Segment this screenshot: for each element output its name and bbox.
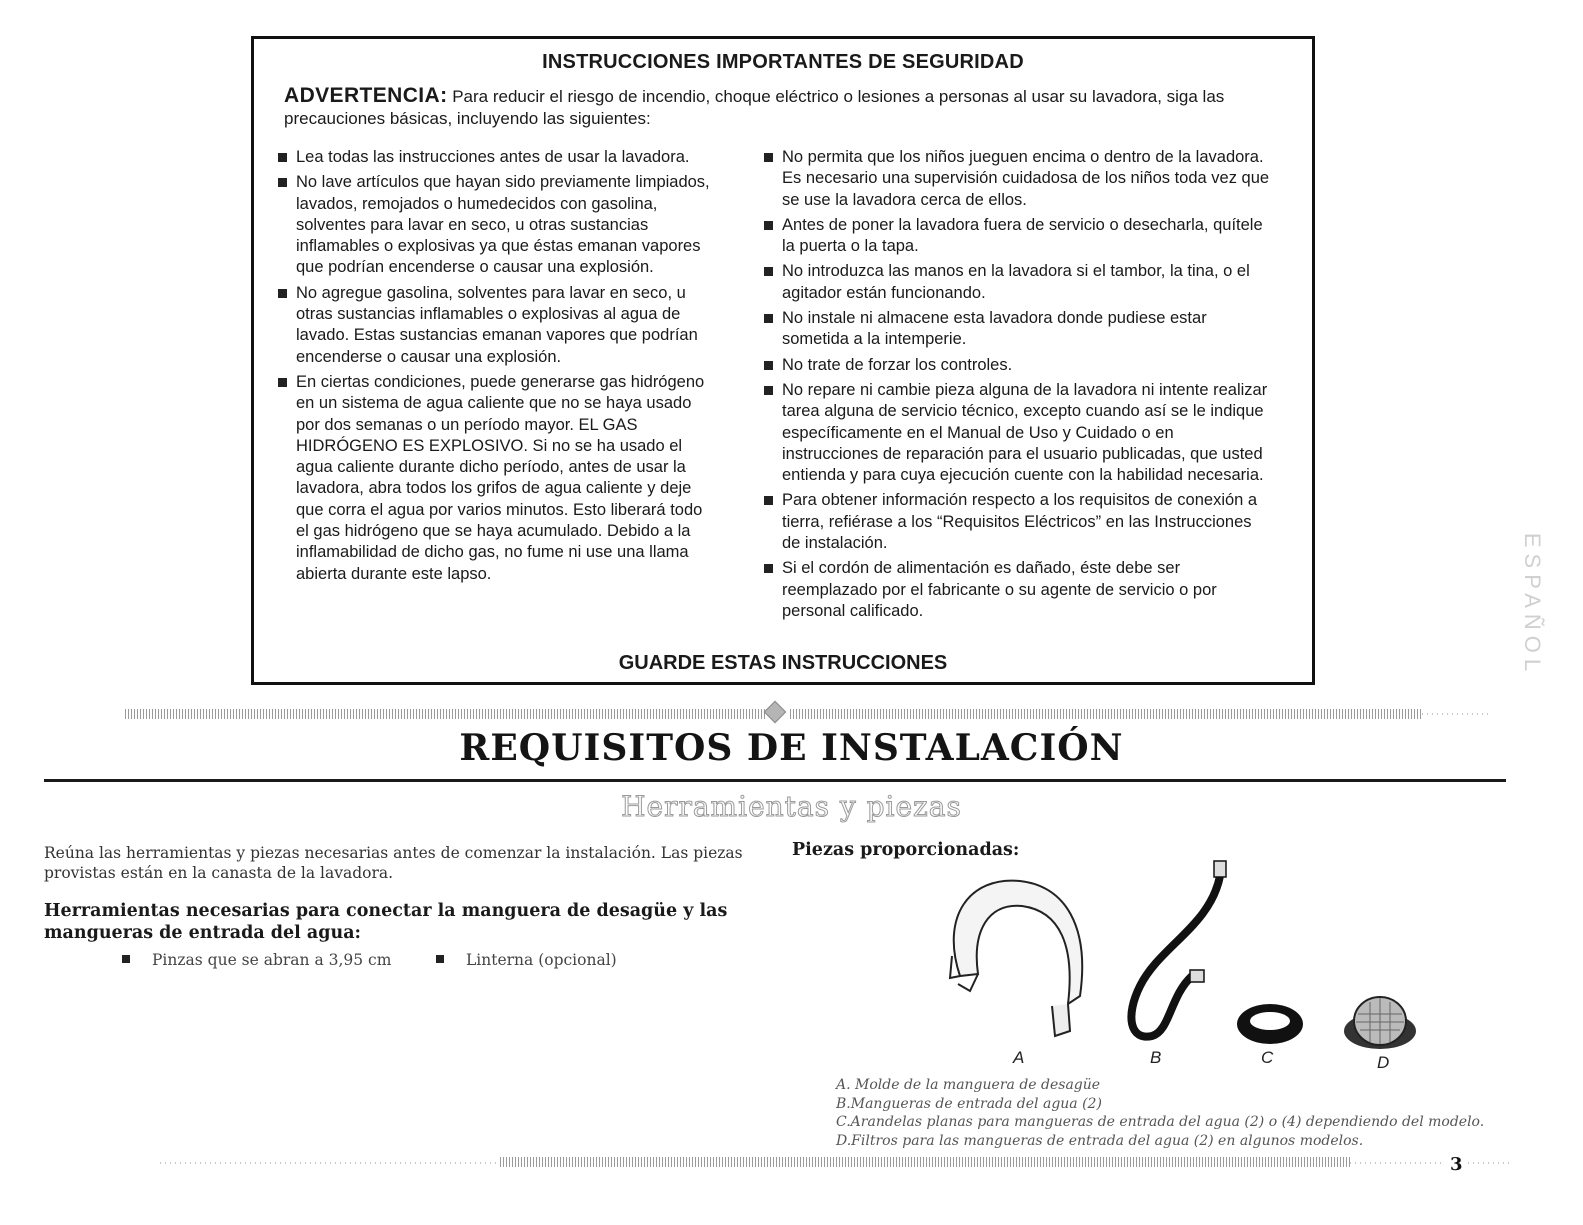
page-number: 3 (1450, 1154, 1463, 1175)
safety-item: No agregue gasolina, solventes para lavar en seco, u otras sustancias inflamables o explosivas al agua de lavado. Estas sustancias emanan vapores que podrían encenderse o causar una explosión. (278, 283, 718, 368)
caption-line: A. Molde de la manguera de desagüe (836, 1077, 1101, 1093)
safety-item: No permita que los niños jueguen encima o dentro de la lavadora. Es necesario una supervisión cuidadosa de los niños toda vez que se use la lavadora cerca de ellos. (764, 147, 1274, 211)
parts-illustration (930, 856, 1420, 1056)
tool-item (436, 951, 617, 969)
safety-item: No trate de forzar los controles. (764, 355, 1274, 376)
language-side-tab (1512, 532, 1552, 678)
part-letter-d: D (1377, 1053, 1390, 1072)
part-letter-b: B (1150, 1048, 1162, 1067)
flat-washer-icon (1237, 1004, 1303, 1044)
save-instructions-title: GUARDE ESTAS INSTRUCCIONES (618, 652, 948, 674)
section-rule (44, 779, 1506, 782)
safety-instructions-box (251, 36, 1315, 685)
bullet-square (436, 955, 444, 963)
safety-item: No introduzca las manos en la lavadora si el tambor, la tina, o el agitador están funcionando. (764, 261, 1274, 304)
diamond-ornament (764, 701, 787, 724)
safety-left-column (278, 147, 718, 589)
safety-title: INSTRUCCIONES IMPORTANTES DE SEGURIDAD (542, 51, 1024, 73)
safety-item: No repare ni cambie pieza alguna de la lavadora ni intente realizar tarea alguna de servicio técnico, excepto cuando así se le indique específicamente en el Manual de Uso y Cuidado o en instrucciones de reparación para el usuario publicadas, que usted entienda y para cuya ejecución cuente con la habilidad necesaria. (764, 380, 1274, 486)
safety-item: No lave artículos que hayan sido previamente limpiados, lavados, remojados o humedecidos con gasolina, solventes para lavar en seco, u otras sustancias inflamables o explosivas ya que éstas emanan vapores que podrían encenderse o causar una explosión. (278, 172, 718, 278)
decorative-bar-left (125, 709, 765, 719)
decorative-bar-right (790, 709, 1422, 719)
parts-heading: Piezas proporcionadas: (792, 840, 1020, 860)
part-letter-c: C (1261, 1048, 1274, 1067)
drain-hose-form-icon (950, 881, 1082, 1036)
intro-paragraph: Reúna las herramientas y piezas necesarias antes de comenzar la instalación. Las piezas provistas están en la canasta de la lavadora. (44, 844, 743, 882)
safety-right-column (764, 147, 1274, 626)
caption-line: D.Filtros para las mangueras de entrada del agua (2) en algunos modelos. (836, 1132, 1364, 1149)
part-letter-a: A (1013, 1048, 1025, 1067)
decorative-dots (1422, 713, 1492, 715)
tool-label: Pinzas que se abran a 3,95 cm (152, 951, 392, 969)
safety-item: Si el cordón de alimentación es dañado, éste debe ser reemplazado por el fabricante o su agente de servicio o por personal calificado. (764, 558, 1274, 622)
warning-lead: ADVERTENCIA: (284, 84, 448, 107)
parts-captions (836, 1076, 1485, 1150)
safety-item: En ciertas condiciones, puede generarse gas hidrógeno en un sistema de agua caliente que no se haya usado por dos semanas o un período mayor. EL GAS HIDRÓGENO ES EXPLOSIVO. Si no se ha usado el agua caliente durante dicho período, antes de usar la lavadora, abra todos los grifos de agua caliente y deje que corra el agua por varios minutos. Esto liberará todo el gas hidrógeno que se haya acumulado. Debido a la inflamabilidad de dicho gas, no fume ni use una llama abierta durante este lapso. (278, 372, 718, 585)
caption-line: C.Arandelas planas para mangueras de entrada del agua (2) o (4) dependiendo del modelo. (836, 1114, 1485, 1130)
safety-item: Antes de poner la lavadora fuera de servicio o desecharla, quítele la puerta o la tapa. (764, 215, 1274, 258)
safety-item: Para obtener información respecto a los requisitos de conexión a tierra, refiérase a los “Requisitos Eléctricos” en las Instrucciones de instalación. (764, 490, 1274, 554)
subsection-title: Herramientas y piezas (621, 790, 962, 823)
safety-item: No instale ni almacene esta lavadora donde pudiese estar sometida a la intemperie. (764, 308, 1274, 351)
tools-heading: Herramientas necesarias para conectar la manguera de desagüe y las mangueras de entrada del agua: (44, 901, 728, 943)
safety-item: Lea todas las instrucciones antes de usar la lavadora. (278, 147, 718, 168)
language-label: ESPAÑOL (1520, 532, 1545, 678)
warning-text: Para reducir el riesgo de incendio, choque eléctrico o lesiones a personas al usar su lavadora, siga las precauciones básicas, incluyendo las siguientes: (284, 87, 1225, 128)
section-title: REQUISITOS DE INSTALACIÓN (459, 727, 1124, 769)
footer-bar (500, 1157, 1350, 1167)
tool-label: Linterna (opcional) (466, 951, 617, 969)
inlet-hose-icon (1131, 861, 1226, 1037)
footer-dots-end (1468, 1162, 1513, 1164)
tool-item (122, 951, 391, 969)
warning-paragraph (284, 85, 1272, 130)
caption-line: B.Mangueras de entrada del agua (2) (836, 1095, 1102, 1112)
footer-dots-left (160, 1162, 500, 1164)
footer-dots-right (1350, 1162, 1445, 1164)
bullet-square (122, 955, 130, 963)
screen-filter-icon (1344, 997, 1416, 1049)
